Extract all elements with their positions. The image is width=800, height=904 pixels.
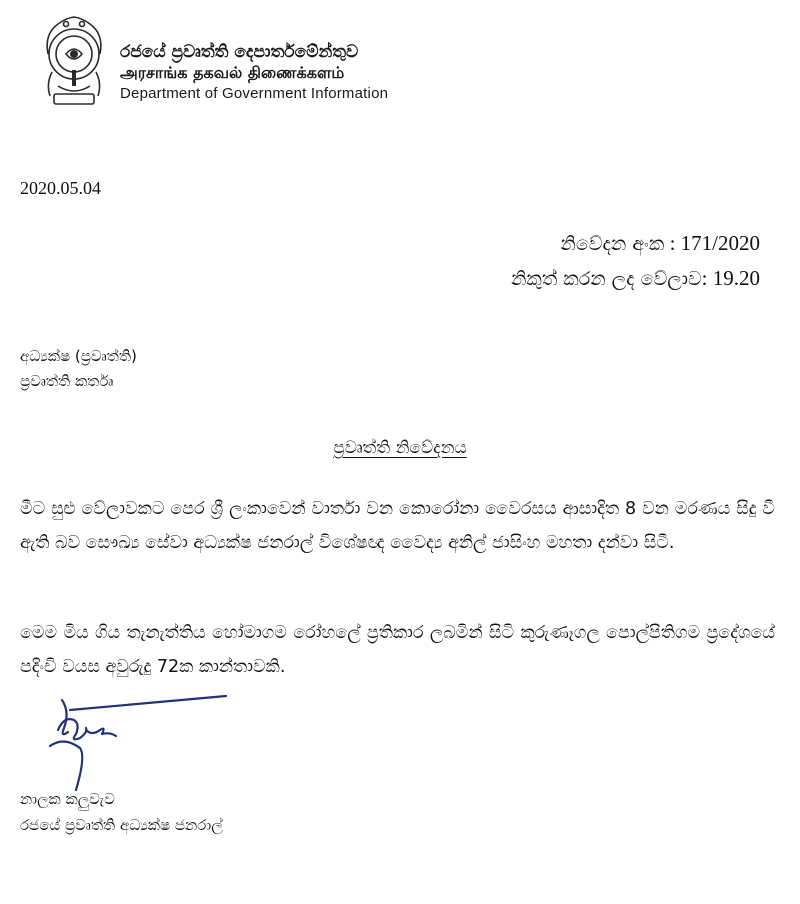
release-time-label: නිකුත් කරන ලද වේලාව xyxy=(510,268,702,290)
signatory-name: නාලක කලුවැව xyxy=(20,790,115,808)
release-time-row xyxy=(511,261,760,296)
release-number-separator: : xyxy=(664,231,681,255)
reference-block xyxy=(511,226,760,296)
addressee-block xyxy=(20,344,137,394)
release-number-row xyxy=(511,226,760,261)
addressee-line-2: ප්‍රවෘත්ති කර්තෘ xyxy=(20,372,114,390)
subject-heading xyxy=(0,438,800,458)
addressee-line-1: අධ්‍යක්ෂ (ප්‍රවෘත්ති) xyxy=(20,347,137,365)
org-name-sinhala: රජයේ ප්‍රවෘත්ති දෙපාර්තමේන්තුව xyxy=(120,42,359,62)
signatory-block xyxy=(20,786,223,838)
release-number-label: නිවේදන අංක xyxy=(560,233,665,255)
org-name-tamil: அரசாங்க தகவல் திணைக்களம் xyxy=(120,63,345,82)
document-date: 2020.05.04 xyxy=(20,178,101,198)
release-time-value: 19.20 xyxy=(712,266,760,290)
body-paragraph-1: මීට සුළු වේලාවකට පෙර ශ්‍රී ලංකාවෙන් වාර්තා වන කොරෝනා වෛරසය ආසාදිත 8 වන මරණය සිදු වී ඇති බව සෞඛ්‍ය සේවා අධ්‍යක්ෂ ජනරාල් විශේෂඥ වෛද්‍ය අනිල් ජාසිංහ මහතා දන්වා සිටී. xyxy=(20,499,775,553)
org-name-english: Department of Government Information xyxy=(120,85,389,102)
signatory-title: රජයේ ප්‍රවෘත්ති අධ්‍යක්ෂ ජනරාල් xyxy=(20,816,223,834)
release-number-value: 171/2020 xyxy=(680,231,760,255)
letterhead xyxy=(120,44,388,101)
body-paragraph-2: මෙම මිය ගිය තැනැත්තිය හෝමාගම රෝහලේ ප්‍රතිකාර ලබමින් සිටි කුරුණෑගල පොල්පිතිගම ප්‍රදේශයේ පදිංචි වයස අවුරුදු 72ක කාන්තාවකි. xyxy=(20,623,775,677)
subject-text: ප්‍රවෘත්ති නිවේදනය xyxy=(333,438,467,458)
handwritten-signature xyxy=(40,690,240,795)
government-emblem-icon xyxy=(36,14,112,110)
release-time-separator: : xyxy=(701,266,713,290)
